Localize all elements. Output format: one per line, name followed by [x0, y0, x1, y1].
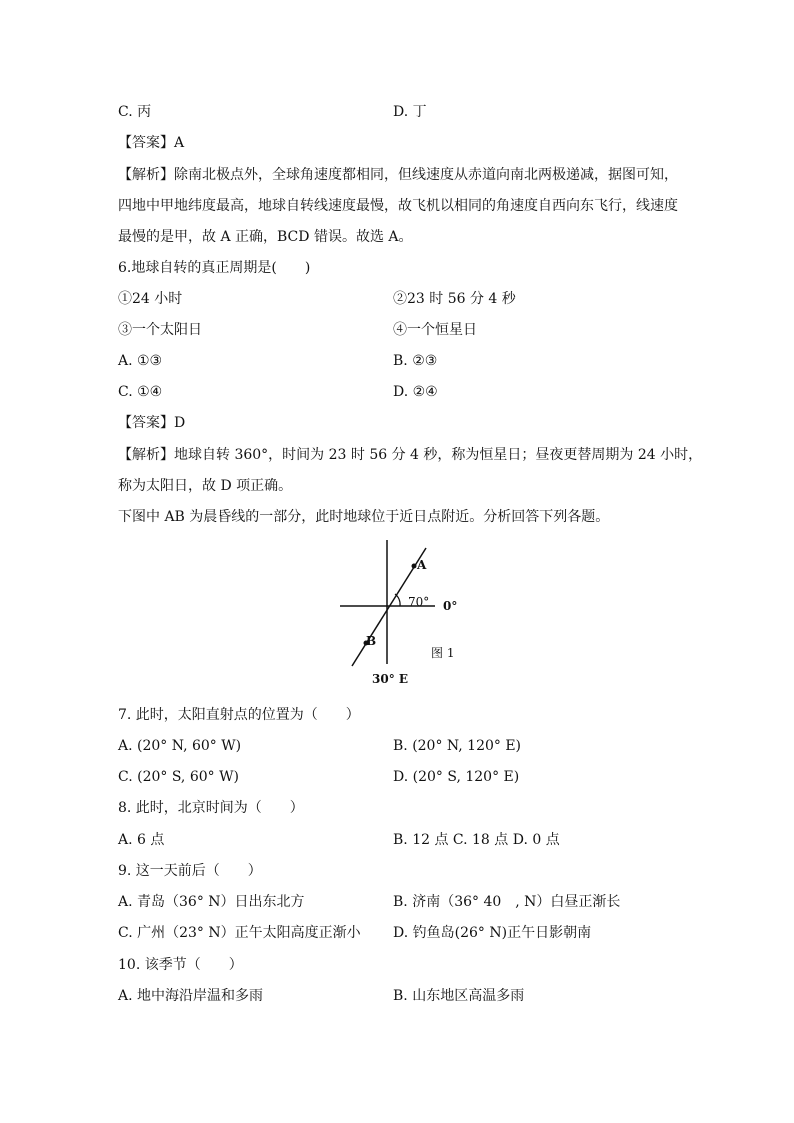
label-b: B	[366, 634, 377, 648]
q5-option-d: D. 丁	[393, 104, 427, 120]
angle-label: 70°	[408, 595, 430, 609]
q6-item-4: ④一个恒星日	[393, 322, 477, 338]
q10-stem: 10. 该季节（ ）	[118, 957, 243, 973]
q7-option-c: C. (20° S, 60° W)	[118, 769, 239, 785]
q6-item-1: ①24 小时	[118, 291, 183, 307]
figure-intro: 下图中 AB 为晨昏线的一部分，此时地球位于近日点附近。分析回答下列各题。	[118, 509, 610, 525]
q7-option-a: A. (20° N, 60° W)	[118, 738, 242, 754]
q9-option-b: B. 济南（36° 40 , N）白昼正渐长	[393, 894, 621, 910]
q9-option-c: C. 广州（23° N）正午太阳高度正渐小	[118, 925, 361, 941]
meridian-label: 30° E	[372, 672, 409, 686]
q6-explanation-line-2: 称为太阳日，故 D 项正确。	[118, 478, 293, 494]
terminator-figure	[330, 536, 470, 686]
q9-option-a: A. 青岛（36° N）日出东北方	[118, 894, 305, 910]
q9-option-d: D. 钓鱼岛(26° N)正午日影朝南	[393, 925, 592, 941]
q7-option-d: D. (20° S, 120° E)	[393, 769, 520, 785]
q6-explanation-line-1: 【解析】地球自转 360°，时间为 23 时 56 分 4 秒，称为恒星日；昼夜更替周期为 24 小时，	[118, 447, 703, 463]
q6-option-d: D. ②④	[393, 384, 438, 400]
q8-option-bcd: B. 12 点 C. 18 点 D. 0 点	[393, 832, 560, 848]
point-a	[412, 564, 417, 569]
q6-stem: 6.地球自转的真正周期是( )	[118, 260, 311, 276]
q5-explanation-line-2: 四地中甲地纬度最高，地球自转线速度最慢，故飞机以相同的角速度自西向东飞行，线速度	[118, 198, 678, 214]
label-a: A	[417, 558, 427, 572]
q9-stem: 9. 这一天前后（ ）	[118, 863, 262, 879]
q8-option-a: A. 6 点	[118, 832, 165, 848]
q7-stem: 7. 此时，太阳直射点的位置为（ ）	[118, 707, 360, 723]
q5-option-c: C. 丙	[118, 104, 152, 120]
q6-item-2: ②23 时 56 分 4 秒	[393, 291, 516, 307]
q8-stem: 8. 此时，北京时间为（ ）	[118, 800, 304, 816]
q6-option-b: B. ②③	[393, 353, 438, 369]
q6-answer: 【答案】D	[118, 415, 186, 431]
q5-answer: 【答案】A	[118, 135, 185, 151]
q6-option-a: A. ①③	[118, 353, 163, 369]
figure-caption: 图 1	[431, 646, 455, 660]
q10-option-a: A. 地中海沿岸温和多雨	[118, 988, 264, 1004]
q5-explanation-line-3: 最慢的是甲，故 A 正确，BCD 错误。故选 A。	[118, 229, 413, 245]
q6-option-c: C. ①④	[118, 384, 163, 400]
q7-option-b: B. (20° N, 120° E)	[393, 738, 522, 754]
q5-explanation-line-1: 【解析】除南北极点外，全球角速度都相同，但线速度从赤道向南北两极递减，据图可知，	[118, 167, 678, 183]
equator-label: 0°	[443, 599, 458, 613]
q10-option-b: B. 山东地区高温多雨	[393, 988, 525, 1004]
q6-item-3: ③一个太阳日	[118, 322, 202, 338]
